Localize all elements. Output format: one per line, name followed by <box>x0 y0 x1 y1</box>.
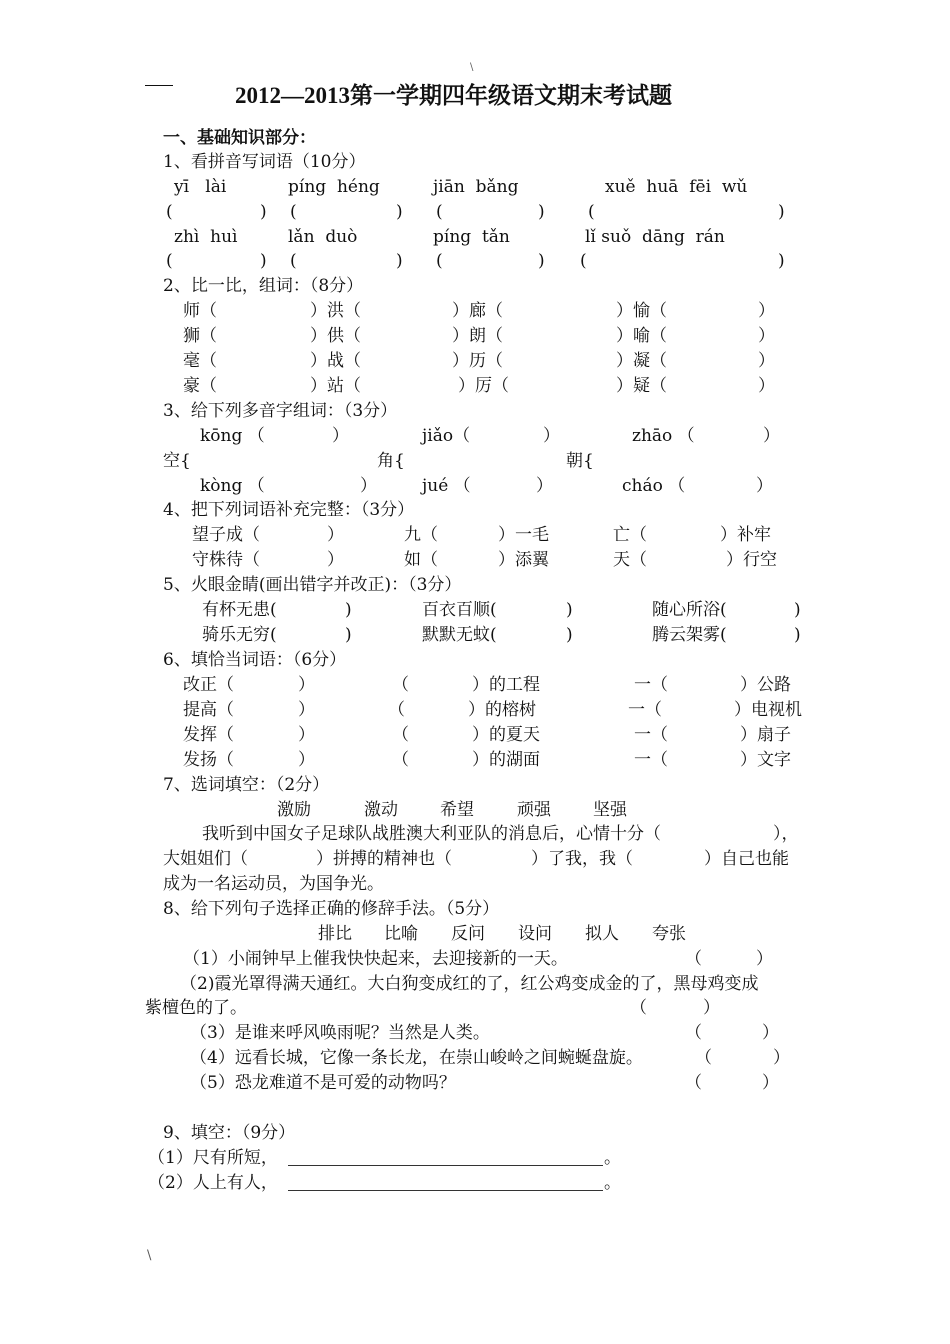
fill-word: ）的湖面 <box>472 750 540 770</box>
passage-text: ）自己也能 <box>704 849 789 869</box>
polyphone-pinyin: kōng （ <box>200 426 265 446</box>
fill-prompt: （2）人上有人， <box>148 1173 278 1193</box>
answer-blank-close: ) <box>794 625 801 645</box>
polyphone-char: 朝{ <box>566 451 594 471</box>
fill-word: 发挥（ <box>183 725 234 745</box>
answer-blank-open: （ <box>685 949 702 969</box>
typo-phrase: 有杯无患( <box>202 600 277 620</box>
compare-char: ）供（ <box>310 326 361 346</box>
compare-char: ）朗（ <box>452 326 503 346</box>
answer-blank-close: ） <box>762 1023 779 1043</box>
word-option: 希望 <box>440 800 474 820</box>
answer-blank-open: （ <box>685 1023 702 1043</box>
idiom: 如（ <box>404 550 438 570</box>
header-dash <box>145 85 173 86</box>
answer-blank-close: ） <box>298 700 315 720</box>
rhetoric-option: 比喻 <box>384 924 418 944</box>
word-option: 激动 <box>364 800 398 820</box>
pinyin: jiān bǎng <box>433 177 519 197</box>
word-option: 顽强 <box>517 800 551 820</box>
fill-end: 。 <box>604 1148 621 1168</box>
passage-text: 我听到中国女子足球队战胜澳大利亚队的消息后，心情十分（ <box>202 824 661 844</box>
q9-heading: 9、填空：（9分） <box>163 1123 296 1143</box>
idiom: 九（ <box>404 525 438 545</box>
polyphone-pinyin: jiǎo（ <box>422 426 471 446</box>
answer-blank-close: ） <box>763 426 780 446</box>
answer-blank-open: ( <box>166 251 173 271</box>
compare-char: 毫（ <box>183 351 217 371</box>
compare-char: ）战（ <box>310 351 361 371</box>
answer-blank-open: ( <box>166 202 173 222</box>
compare-char: ）厉（ <box>458 376 509 396</box>
q8-heading: 8、给下列句子选择正确的修辞手法。（5分） <box>163 899 500 919</box>
answer-blank-open: ( <box>588 202 595 222</box>
q1-heading: 1、看拼音写词语（10分） <box>163 152 366 172</box>
answer-blank-open: （ <box>392 675 409 695</box>
answer-blank-open: ( <box>290 251 297 271</box>
q3-heading: 3、给下列多音字组词：（3分） <box>163 401 398 421</box>
answer-blank-close: ) <box>260 202 267 222</box>
answer-blank-close: ） <box>536 476 553 496</box>
compare-char: 师（ <box>183 301 217 321</box>
answer-blank-open: （ <box>388 700 405 720</box>
typo-phrase: 腾云架雾( <box>652 625 727 645</box>
fill-word: ）电视机 <box>734 700 802 720</box>
fill-word: ）公路 <box>740 675 791 695</box>
polyphone-char: 角{ <box>377 451 405 471</box>
sentence: （4）远看长城，它像一条长龙，在崇山峻岭之间蜿蜒盘旋。 <box>190 1048 643 1068</box>
compare-char: ）站（ <box>310 376 361 396</box>
polyphone-pinyin: kòng （ <box>200 476 265 496</box>
answer-blank-open: ( <box>580 251 587 271</box>
passage-text: 成为一名运动员，为国争光。 <box>163 874 384 894</box>
rhetoric-option: 设问 <box>518 924 552 944</box>
answer-blank-close: ） <box>756 476 773 496</box>
fill-word: ）文字 <box>740 750 791 770</box>
answer-blank-close: ） <box>298 725 315 745</box>
polyphone-char: 空{ <box>163 451 191 471</box>
compare-char: ）疑（ <box>616 376 667 396</box>
answer-blank-open: ( <box>290 202 297 222</box>
answer-blank-close: ） <box>758 301 775 321</box>
page-title: 2012—2013第一学期四年级语文期末考试题 <box>235 83 672 108</box>
compare-char: 豪（ <box>183 376 217 396</box>
answer-blank-close: ) <box>260 251 267 271</box>
idiom: 守株待（ <box>192 550 260 570</box>
answer-blank-close: ) <box>538 202 545 222</box>
sentence: （3）是谁来呼风唤雨呢？当然是人类。 <box>190 1023 490 1043</box>
fill-word: ）扇子 <box>740 725 791 745</box>
fill-word: 一（ <box>634 675 668 695</box>
q6-heading: 6、填恰当词语：（6分） <box>163 650 347 670</box>
answer-blank-close: ) <box>566 600 573 620</box>
answer-blank-open: ( <box>436 202 443 222</box>
answer-blank-close: ) <box>396 202 403 222</box>
fill-word: ）的工程 <box>472 675 540 695</box>
answer-blank-close: ） <box>703 998 720 1018</box>
answer-blank-close: ） <box>756 949 773 969</box>
answer-blank-open: （ <box>695 1048 712 1068</box>
answer-blank-open: （ <box>685 1073 702 1093</box>
fill-word: 改正（ <box>183 675 234 695</box>
scan-mark-bottom: \ <box>147 1248 152 1263</box>
pinyin: lǎn duò <box>288 227 358 247</box>
typo-phrase: 骑乐无穷( <box>202 625 277 645</box>
passage-text: ）了我，我（ <box>531 849 633 869</box>
fill-word: 一（ <box>628 700 662 720</box>
pinyin: xuě huā fēi wǔ <box>605 177 748 197</box>
answer-blank-open: （ <box>392 725 409 745</box>
answer-blank-close: ） <box>758 326 775 346</box>
scan-mark-top: \ <box>470 62 474 73</box>
answer-blank-close: ) <box>345 625 352 645</box>
fill-word: 一（ <box>634 750 668 770</box>
word-option: 激励 <box>277 800 311 820</box>
answer-blank-close: ) <box>778 202 785 222</box>
idiom: ）一毛 <box>498 525 549 545</box>
fill-word: 发扬（ <box>183 750 234 770</box>
polyphone-pinyin: jué （ <box>422 476 471 496</box>
compare-char: ）洪（ <box>310 301 361 321</box>
passage-text: ）拼搏的精神也（ <box>316 849 452 869</box>
polyphone-pinyin: zhāo （ <box>632 426 695 446</box>
q5-heading: 5、火眼金睛(画出错字并改正)：（3分） <box>163 575 462 595</box>
answer-blank-close: ) <box>566 625 573 645</box>
fill-blank-line[interactable] <box>288 1172 603 1191</box>
fill-blank-line[interactable] <box>288 1147 603 1166</box>
answer-blank-close: ） <box>332 426 349 446</box>
rhetoric-option: 拟人 <box>585 924 619 944</box>
passage-text: ）， <box>773 824 799 844</box>
sentence: （5）恐龙难道不是可爱的动物吗？ <box>190 1073 456 1093</box>
idiom: ）行空 <box>726 550 777 570</box>
compare-char: ）凝（ <box>616 351 667 371</box>
pinyin: píng héng <box>288 177 380 197</box>
word-option: 坚强 <box>593 800 627 820</box>
fill-prompt: （1）尺有所短， <box>148 1148 278 1168</box>
answer-blank-close: ) <box>794 600 801 620</box>
answer-blank-close: ) <box>396 251 403 271</box>
answer-blank-close: ) <box>345 600 352 620</box>
idiom: 天（ <box>613 550 647 570</box>
answer-blank-open: （ <box>630 998 647 1018</box>
rhetoric-option: 夸张 <box>652 924 686 944</box>
answer-blank-close: ） <box>298 750 315 770</box>
pinyin: zhì huì <box>174 227 238 247</box>
q7-heading: 7、选词填空：（2分） <box>163 775 330 795</box>
fill-word: 提高（ <box>183 700 234 720</box>
compare-char: ）愉（ <box>616 301 667 321</box>
fill-word: ）的夏天 <box>472 725 540 745</box>
compare-char: ）历（ <box>452 351 503 371</box>
idiom: ）补牢 <box>720 525 771 545</box>
pinyin: píng tǎn <box>433 227 510 247</box>
section-heading: 一、基础知识部分： <box>163 128 316 148</box>
typo-phrase: 默默无蚊( <box>422 625 497 645</box>
q4-heading: 4、把下列词语补充完整：（3分） <box>163 500 415 520</box>
fill-end: 。 <box>604 1173 621 1193</box>
pinyin: yī lài <box>174 177 227 197</box>
idiom: ）添翼 <box>498 550 549 570</box>
answer-blank-close: ） <box>762 1073 779 1093</box>
rhetoric-option: 反问 <box>451 924 485 944</box>
answer-blank-close: ) <box>778 251 785 271</box>
answer-blank-close: ） <box>298 675 315 695</box>
rhetoric-option: 排比 <box>318 924 352 944</box>
answer-blank-close: ） <box>773 1048 790 1068</box>
polyphone-pinyin: cháo （ <box>622 476 686 496</box>
answer-blank-close: ) <box>538 251 545 271</box>
compare-char: ）喻（ <box>616 326 667 346</box>
answer-blank-open: ( <box>436 251 443 271</box>
sentence: （2)霞光罩得满天通红。大白狗变成红的了，红公鸡变成金的了，黑母鸡变成 <box>180 974 759 994</box>
idiom: 亡（ <box>613 525 647 545</box>
answer-blank-close: ） <box>360 476 377 496</box>
typo-phrase: 随心所浴( <box>652 600 727 620</box>
answer-blank-close: ） <box>327 525 344 545</box>
sentence: 紫檀色的了。 <box>145 998 247 1018</box>
pinyin: lǐ suǒ dāng rán <box>585 227 725 247</box>
fill-word: ）的榕树 <box>468 700 536 720</box>
sentence: （1）小闹钟早上催我快快起来，去迎接新的一天。 <box>183 949 568 969</box>
answer-blank-close: ） <box>327 550 344 570</box>
passage-text: 大姐姐们（ <box>163 849 248 869</box>
answer-blank-close: ） <box>758 376 775 396</box>
answer-blank-close: ） <box>758 351 775 371</box>
answer-blank-close: ） <box>543 426 560 446</box>
q2-heading: 2、比一比，组词：（8分） <box>163 276 364 296</box>
idiom: 望子成（ <box>192 525 260 545</box>
compare-char: 狮（ <box>183 326 217 346</box>
answer-blank-open: （ <box>392 750 409 770</box>
compare-char: ）廊（ <box>452 301 503 321</box>
typo-phrase: 百衣百顺( <box>422 600 497 620</box>
fill-word: 一（ <box>634 725 668 745</box>
